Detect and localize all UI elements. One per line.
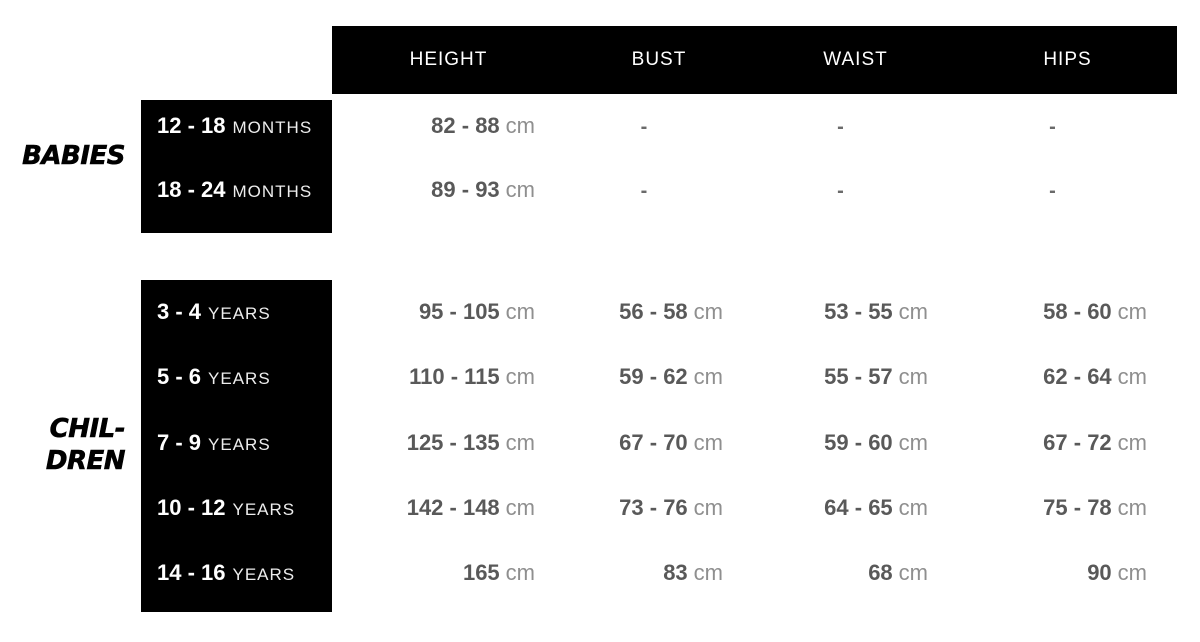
age-range: 14 - 16 [157,560,226,585]
waist-value: - [837,116,844,138]
bust-value: 59 - 62 cm [619,364,723,389]
size-label [141,495,332,521]
age-range: 18 - 24 [157,177,226,202]
age-unit: YEARS [208,304,271,323]
height-value: 125 - 135 cm [406,430,535,455]
age-range: 10 - 12 [157,495,226,520]
group-label-children [0,413,125,477]
table-row-children-3-4-years [141,282,1177,342]
age-unit: YEARS [232,565,296,584]
age-unit: YEARS [232,500,296,519]
size-label [141,177,332,203]
column-header-height: HEIGHT [409,49,488,70]
height-value: 142 - 148 cm [406,495,535,520]
height-value: 165 cm [462,560,535,585]
table-row-children-10-12-years [141,478,1177,538]
age-unit: MONTHS [232,182,313,201]
bust-value: - [640,180,648,202]
waist-value: - [837,180,844,202]
table-header [332,26,1177,94]
hips-value: 67 - 72 cm [1043,430,1147,455]
age-range: 7 - 9 [157,430,202,455]
group-label-children-line2: DREN [45,446,125,476]
table-row-babies-18-24-months [141,160,1177,220]
column-header-hips: HIPS [1043,49,1092,70]
table-row-children-5-6-years [141,347,1177,407]
group-label-babies: BABIES [22,141,125,171]
hips-value: 62 - 64 cm [1043,364,1147,389]
bust-value: 56 - 58 cm [619,299,723,324]
table-row-children-14-16-years [141,543,1177,603]
bust-value: 73 - 76 cm [619,495,723,520]
age-unit: YEARS [208,369,271,388]
age-range: 12 - 18 [157,113,226,138]
table-row-babies-12-18-months [141,96,1177,156]
height-value: 89 - 93 cm [431,177,535,202]
size-label [141,430,332,456]
column-header-waist: WAIST [823,49,888,70]
hips-value: - [1049,180,1056,202]
column-header-bust: BUST [631,49,687,70]
height-value: 95 - 105 cm [418,299,535,324]
table-row-children-7-9-years [141,413,1177,473]
height-value: 110 - 115 cm [409,364,535,389]
hips-value: 75 - 78 cm [1043,495,1147,520]
age-unit: YEARS [208,435,271,454]
hips-value: 90 cm [1087,560,1147,585]
age-range: 5 - 6 [157,364,202,389]
bust-value: 83 cm [663,560,723,585]
waist-value: 64 - 65 cm [824,495,928,520]
waist-value: 55 - 57 cm [824,364,928,389]
waist-value: 53 - 55 cm [824,299,928,324]
waist-value: 68 cm [868,560,928,585]
size-label [141,113,332,139]
size-label [141,299,332,325]
size-label [141,560,332,586]
bust-value: 67 - 70 cm [619,430,723,455]
hips-value: 58 - 60 cm [1043,299,1147,324]
age-unit: MONTHS [232,118,313,137]
bust-value: - [640,116,648,138]
hips-value: - [1049,116,1056,138]
group-label-children-line1: CHIL- [49,414,125,444]
height-value: 82 - 88 cm [431,113,535,138]
age-range: 3 - 4 [157,299,202,324]
size-label [141,364,332,390]
waist-value: 59 - 60 cm [824,430,928,455]
